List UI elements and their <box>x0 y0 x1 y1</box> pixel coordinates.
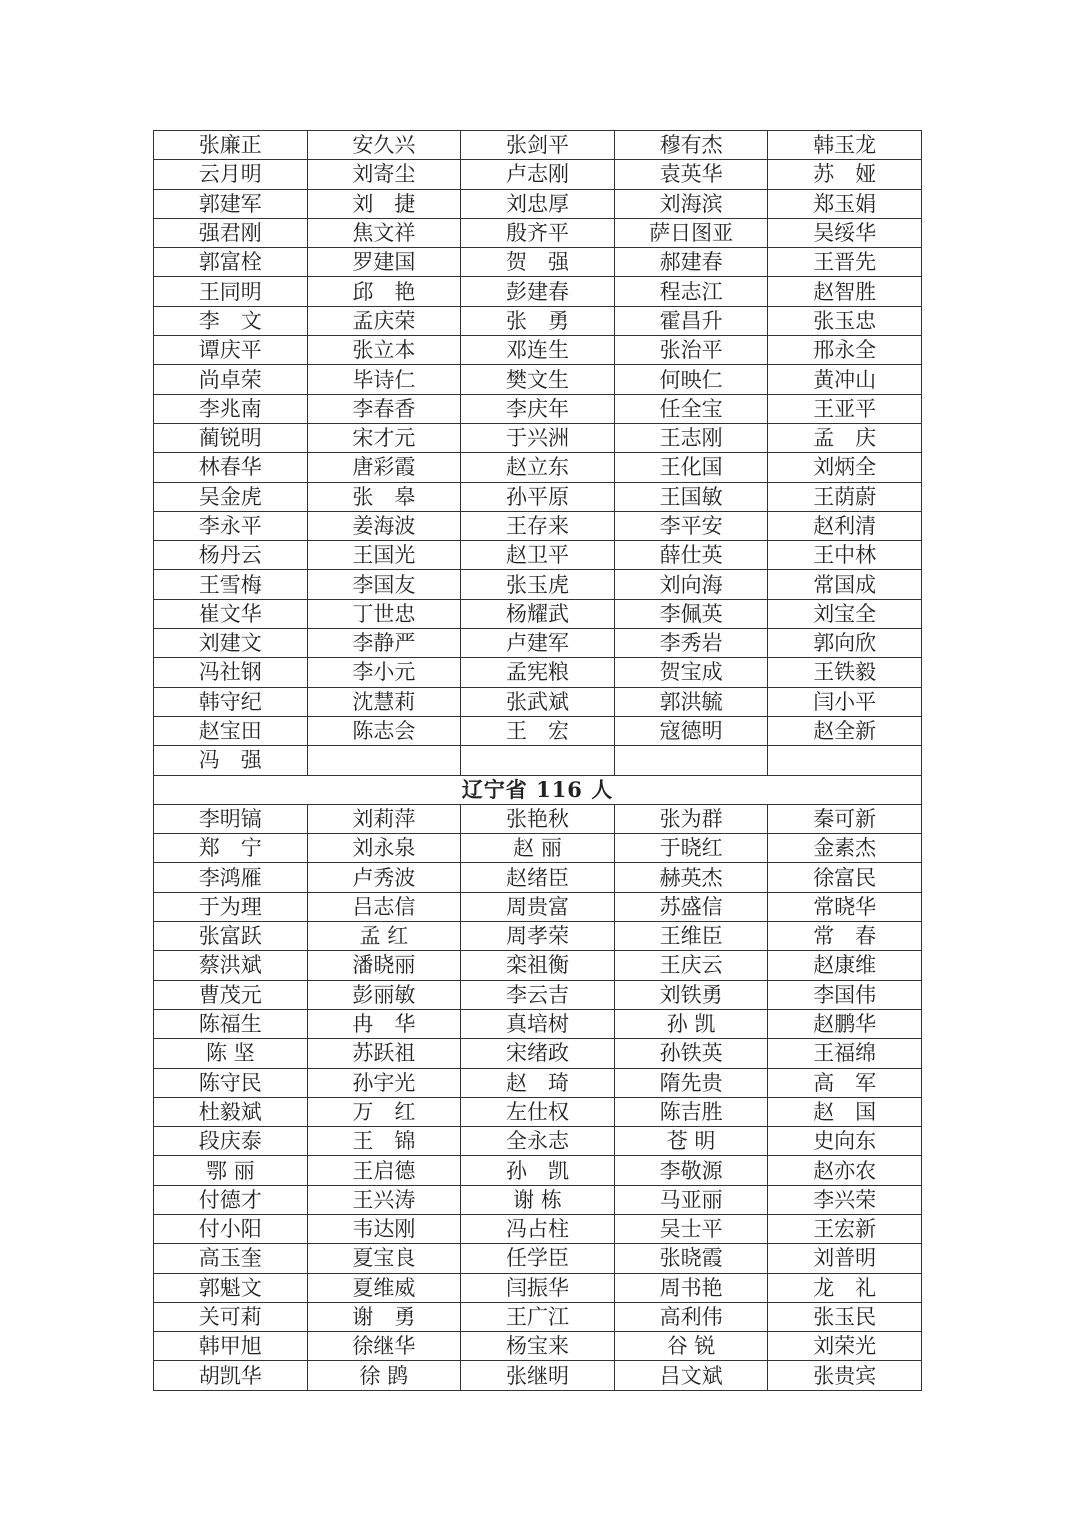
name-cell: 王宏新 <box>768 1214 922 1243</box>
name-cell: 李云吉 <box>461 980 615 1009</box>
name-cell: 杨丹云 <box>154 541 308 570</box>
name-cell: 孟庆荣 <box>307 306 461 335</box>
name-cell: 丁世忠 <box>307 599 461 628</box>
name-cell: 李兆南 <box>154 394 308 423</box>
name-cell: 郭富栓 <box>154 248 308 277</box>
name-cell: 杨宝来 <box>461 1332 615 1361</box>
name-cell: 赵宝田 <box>154 716 308 745</box>
name-cell: 张玉民 <box>768 1302 922 1331</box>
name-cell: 陈福生 <box>154 1009 308 1038</box>
name-cell: 安久兴 <box>307 131 461 160</box>
name-cell: 隋先贵 <box>614 1068 768 1097</box>
name-row <box>154 1273 922 1302</box>
name-cell: 赵亦农 <box>768 1156 922 1185</box>
name-cell: 夏宝良 <box>307 1244 461 1273</box>
name-cell: 宋绪政 <box>461 1039 615 1068</box>
name-row <box>154 277 922 306</box>
name-cell: 张廉正 <box>154 131 308 160</box>
name-cell: 常 春 <box>768 922 922 951</box>
name-row <box>154 160 922 189</box>
name-cell: 孙宇光 <box>307 1068 461 1097</box>
name-cell: 徐 鹍 <box>307 1361 461 1390</box>
name-cell: 刘荣光 <box>768 1332 922 1361</box>
name-row <box>154 1097 922 1126</box>
name-cell: 穆有杰 <box>614 131 768 160</box>
name-cell: 史向东 <box>768 1127 922 1156</box>
name-cell: 殷齐平 <box>461 218 615 247</box>
name-list-body <box>154 131 922 1391</box>
name-row <box>154 629 922 658</box>
name-cell: 吴绥华 <box>768 218 922 247</box>
name-row <box>154 1244 922 1273</box>
name-cell: 鄂 丽 <box>154 1156 308 1185</box>
name-cell: 郑玉娟 <box>768 189 922 218</box>
name-row <box>154 131 922 160</box>
name-row <box>154 453 922 482</box>
name-cell: 刘寄尘 <box>307 160 461 189</box>
name-cell: 王同明 <box>154 277 308 306</box>
name-cell: 寇德明 <box>614 716 768 745</box>
name-cell: 卢秀波 <box>307 863 461 892</box>
name-cell: 薛仕英 <box>614 541 768 570</box>
name-row <box>154 804 922 833</box>
name-cell: 卢志刚 <box>461 160 615 189</box>
name-row <box>154 658 922 687</box>
name-cell: 全永志 <box>461 1127 615 1156</box>
name-cell: 王志刚 <box>614 423 768 452</box>
name-cell: 陈志会 <box>307 716 461 745</box>
name-cell: 常晓华 <box>768 892 922 921</box>
name-cell: 王荫蔚 <box>768 482 922 511</box>
name-cell: 李秀岩 <box>614 629 768 658</box>
name-cell: 吕志信 <box>307 892 461 921</box>
name-cell: 金素杰 <box>768 834 922 863</box>
name-cell: 云月明 <box>154 160 308 189</box>
name-row <box>154 423 922 452</box>
name-cell: 张为群 <box>614 804 768 833</box>
name-cell: 于兴洲 <box>461 423 615 452</box>
name-cell: 赵 国 <box>768 1097 922 1126</box>
name-cell: 赵康维 <box>768 951 922 980</box>
name-cell: 张富跃 <box>154 922 308 951</box>
name-cell: 张贵宾 <box>768 1361 922 1390</box>
name-row <box>154 248 922 277</box>
name-row <box>154 511 922 540</box>
name-cell: 张艳秋 <box>461 804 615 833</box>
name-cell: 郭向欣 <box>768 629 922 658</box>
name-cell: 王亚平 <box>768 394 922 423</box>
name-cell: 卢建军 <box>461 629 615 658</box>
name-cell: 吴士平 <box>614 1214 768 1243</box>
section-header-row <box>154 775 922 804</box>
name-cell: 唐彩霞 <box>307 453 461 482</box>
name-cell: 赵智胜 <box>768 277 922 306</box>
name-cell: 万 红 <box>307 1097 461 1126</box>
name-cell: 王中林 <box>768 541 922 570</box>
name-cell: 姜海波 <box>307 511 461 540</box>
name-cell: 刘向海 <box>614 570 768 599</box>
name-row <box>154 687 922 716</box>
name-row <box>154 1361 922 1390</box>
name-cell: 郭洪毓 <box>614 687 768 716</box>
name-cell: 李佩英 <box>614 599 768 628</box>
name-cell: 李春香 <box>307 394 461 423</box>
name-row <box>154 716 922 745</box>
name-cell: 萨日图亚 <box>614 218 768 247</box>
name-cell: 孟宪粮 <box>461 658 615 687</box>
name-row <box>154 365 922 394</box>
name-cell: 尚卓荣 <box>154 365 308 394</box>
name-cell: 赵鹏华 <box>768 1009 922 1038</box>
name-cell: 苏跃祖 <box>307 1039 461 1068</box>
name-cell: 孙 凯 <box>614 1009 768 1038</box>
name-row <box>154 1302 922 1331</box>
name-cell: 付德才 <box>154 1185 308 1214</box>
name-cell: 赵绪臣 <box>461 863 615 892</box>
name-row <box>154 892 922 921</box>
name-list-table <box>153 130 922 1391</box>
name-cell: 郭建军 <box>154 189 308 218</box>
name-cell: 彭丽敏 <box>307 980 461 1009</box>
name-row <box>154 541 922 570</box>
name-cell: 李 文 <box>154 306 308 335</box>
name-cell: 黄冲山 <box>768 365 922 394</box>
name-row <box>154 1214 922 1243</box>
name-row <box>154 570 922 599</box>
name-cell: 孙 凯 <box>461 1156 615 1185</box>
name-cell: 张玉虎 <box>461 570 615 599</box>
name-cell: 谭庆平 <box>154 336 308 365</box>
name-row <box>154 189 922 218</box>
section-header-liaoning: 辽宁省 116 人 <box>154 775 922 804</box>
name-cell: 贺 强 <box>461 248 615 277</box>
name-cell: 彭建春 <box>461 277 615 306</box>
name-cell: 周贵富 <box>461 892 615 921</box>
name-row <box>154 1127 922 1156</box>
name-cell: 张 勇 <box>461 306 615 335</box>
name-cell: 王福绵 <box>768 1039 922 1068</box>
name-cell: 周孝荣 <box>461 922 615 951</box>
name-cell: 程志江 <box>614 277 768 306</box>
name-cell: 何映仁 <box>614 365 768 394</box>
name-cell: 李永平 <box>154 511 308 540</box>
name-cell: 潘晓丽 <box>307 951 461 980</box>
name-cell: 谢 栋 <box>461 1185 615 1214</box>
name-cell: 王化国 <box>614 453 768 482</box>
name-row <box>154 1332 922 1361</box>
name-cell: 樊文生 <box>461 365 615 394</box>
name-cell: 闫振华 <box>461 1273 615 1302</box>
name-cell: 杨耀武 <box>461 599 615 628</box>
name-cell: 刘忠厚 <box>461 189 615 218</box>
name-cell: 夏维威 <box>307 1273 461 1302</box>
name-cell: 曹茂元 <box>154 980 308 1009</box>
name-cell: 王 宏 <box>461 716 615 745</box>
name-cell: 谢 勇 <box>307 1302 461 1331</box>
name-cell: 于晓红 <box>614 834 768 863</box>
name-cell: 张武斌 <box>461 687 615 716</box>
name-row <box>154 1156 922 1185</box>
name-cell: 李兴荣 <box>768 1185 922 1214</box>
name-row <box>154 1009 922 1038</box>
name-cell: 李敬源 <box>614 1156 768 1185</box>
name-cell <box>768 746 922 775</box>
name-cell: 袁英华 <box>614 160 768 189</box>
name-row <box>154 1185 922 1214</box>
name-cell: 周书艳 <box>614 1273 768 1302</box>
name-cell <box>307 746 461 775</box>
name-cell: 栾祖衡 <box>461 951 615 980</box>
name-cell: 蔡洪斌 <box>154 951 308 980</box>
name-row <box>154 1068 922 1097</box>
name-cell: 于为理 <box>154 892 308 921</box>
name-cell: 吕文斌 <box>614 1361 768 1390</box>
name-cell: 刘永泉 <box>307 834 461 863</box>
name-cell: 李小元 <box>307 658 461 687</box>
name-cell: 李国友 <box>307 570 461 599</box>
name-cell: 冉 华 <box>307 1009 461 1038</box>
name-cell: 付小阳 <box>154 1214 308 1243</box>
name-cell: 苏盛信 <box>614 892 768 921</box>
name-row <box>154 951 922 980</box>
name-cell: 赵 琦 <box>461 1068 615 1097</box>
name-cell: 王庆云 <box>614 951 768 980</box>
name-cell: 冯社钢 <box>154 658 308 687</box>
name-row <box>154 394 922 423</box>
name-cell: 刘普明 <box>768 1244 922 1273</box>
name-cell: 孙平原 <box>461 482 615 511</box>
name-cell: 郝建春 <box>614 248 768 277</box>
name-cell: 李静严 <box>307 629 461 658</box>
name-cell: 冯 强 <box>154 746 308 775</box>
name-row <box>154 863 922 892</box>
name-cell: 毕诗仁 <box>307 365 461 394</box>
name-cell: 韩守纪 <box>154 687 308 716</box>
name-cell: 赫英杰 <box>614 863 768 892</box>
name-cell: 秦可新 <box>768 804 922 833</box>
name-cell: 陈守民 <box>154 1068 308 1097</box>
name-cell: 李国伟 <box>768 980 922 1009</box>
name-cell: 陈 坚 <box>154 1039 308 1068</box>
name-row <box>154 218 922 247</box>
name-cell: 李明镐 <box>154 804 308 833</box>
name-cell: 王维臣 <box>614 922 768 951</box>
name-cell: 左仕权 <box>461 1097 615 1126</box>
name-cell: 王国光 <box>307 541 461 570</box>
name-cell: 高 军 <box>768 1068 922 1097</box>
name-cell: 霍昌升 <box>614 306 768 335</box>
name-cell: 王晋先 <box>768 248 922 277</box>
name-cell: 张玉忠 <box>768 306 922 335</box>
name-row <box>154 834 922 863</box>
name-cell: 刘宝全 <box>768 599 922 628</box>
name-cell: 焦文祥 <box>307 218 461 247</box>
name-cell: 张立本 <box>307 336 461 365</box>
name-cell: 闫小平 <box>768 687 922 716</box>
name-cell: 孟 庆 <box>768 423 922 452</box>
name-cell: 杜毅斌 <box>154 1097 308 1126</box>
name-row <box>154 746 922 775</box>
name-cell: 高利伟 <box>614 1302 768 1331</box>
name-cell: 沈慧莉 <box>307 687 461 716</box>
name-cell: 贺宝成 <box>614 658 768 687</box>
name-cell: 马亚丽 <box>614 1185 768 1214</box>
name-cell: 刘 捷 <box>307 189 461 218</box>
name-cell: 林春华 <box>154 453 308 482</box>
name-row <box>154 1039 922 1068</box>
name-row <box>154 599 922 628</box>
name-cell: 张 皋 <box>307 482 461 511</box>
name-cell: 徐富民 <box>768 863 922 892</box>
name-row <box>154 922 922 951</box>
name-cell: 吴金虎 <box>154 482 308 511</box>
name-cell: 邓连生 <box>461 336 615 365</box>
name-cell: 赵 丽 <box>461 834 615 863</box>
name-cell: 崔文华 <box>154 599 308 628</box>
name-cell: 高玉奎 <box>154 1244 308 1273</box>
name-cell: 刘莉萍 <box>307 804 461 833</box>
name-cell: 张剑平 <box>461 131 615 160</box>
name-cell: 王国敏 <box>614 482 768 511</box>
name-cell: 孟 红 <box>307 922 461 951</box>
name-cell: 李鸿雁 <box>154 863 308 892</box>
name-cell: 韩甲旭 <box>154 1332 308 1361</box>
name-row <box>154 336 922 365</box>
name-cell: 郭魁文 <box>154 1273 308 1302</box>
name-cell: 王雪梅 <box>154 570 308 599</box>
name-cell: 赵卫平 <box>461 541 615 570</box>
name-cell: 李庆年 <box>461 394 615 423</box>
name-cell: 陈吉胜 <box>614 1097 768 1126</box>
name-cell: 赵利清 <box>768 511 922 540</box>
name-cell <box>461 746 615 775</box>
name-cell: 关可莉 <box>154 1302 308 1331</box>
name-cell: 赵立东 <box>461 453 615 482</box>
name-cell: 刘炳全 <box>768 453 922 482</box>
name-cell: 王存来 <box>461 511 615 540</box>
name-cell: 韩玉龙 <box>768 131 922 160</box>
name-cell: 苏 娅 <box>768 160 922 189</box>
name-cell: 冯占柱 <box>461 1214 615 1243</box>
name-cell: 谷 锐 <box>614 1332 768 1361</box>
name-cell: 任全宝 <box>614 394 768 423</box>
name-cell: 胡凯华 <box>154 1361 308 1390</box>
name-cell: 王广江 <box>461 1302 615 1331</box>
name-cell: 刘建文 <box>154 629 308 658</box>
name-cell: 邢永全 <box>768 336 922 365</box>
name-cell: 刘铁勇 <box>614 980 768 1009</box>
name-cell: 段庆泰 <box>154 1127 308 1156</box>
name-cell: 张继明 <box>461 1361 615 1390</box>
name-cell <box>614 746 768 775</box>
name-cell: 李平安 <box>614 511 768 540</box>
name-cell: 宋才元 <box>307 423 461 452</box>
name-cell: 邱 艳 <box>307 277 461 306</box>
name-cell: 蔺锐明 <box>154 423 308 452</box>
name-cell: 郑 宁 <box>154 834 308 863</box>
name-cell: 赵全新 <box>768 716 922 745</box>
name-cell: 罗建国 <box>307 248 461 277</box>
name-row <box>154 482 922 511</box>
name-cell: 王兴涛 <box>307 1185 461 1214</box>
name-cell: 强君刚 <box>154 218 308 247</box>
name-cell: 韦达刚 <box>307 1214 461 1243</box>
name-cell: 徐继华 <box>307 1332 461 1361</box>
name-cell: 王铁毅 <box>768 658 922 687</box>
name-row <box>154 306 922 335</box>
name-cell: 真培树 <box>461 1009 615 1038</box>
name-cell: 任学臣 <box>461 1244 615 1273</box>
name-cell: 张治平 <box>614 336 768 365</box>
name-cell: 常国成 <box>768 570 922 599</box>
name-cell: 龙 礼 <box>768 1273 922 1302</box>
name-cell: 张晓霞 <box>614 1244 768 1273</box>
name-cell: 刘海滨 <box>614 189 768 218</box>
name-cell: 王 锦 <box>307 1127 461 1156</box>
name-cell: 王启德 <box>307 1156 461 1185</box>
name-cell: 苍 明 <box>614 1127 768 1156</box>
name-cell: 孙铁英 <box>614 1039 768 1068</box>
name-row <box>154 980 922 1009</box>
